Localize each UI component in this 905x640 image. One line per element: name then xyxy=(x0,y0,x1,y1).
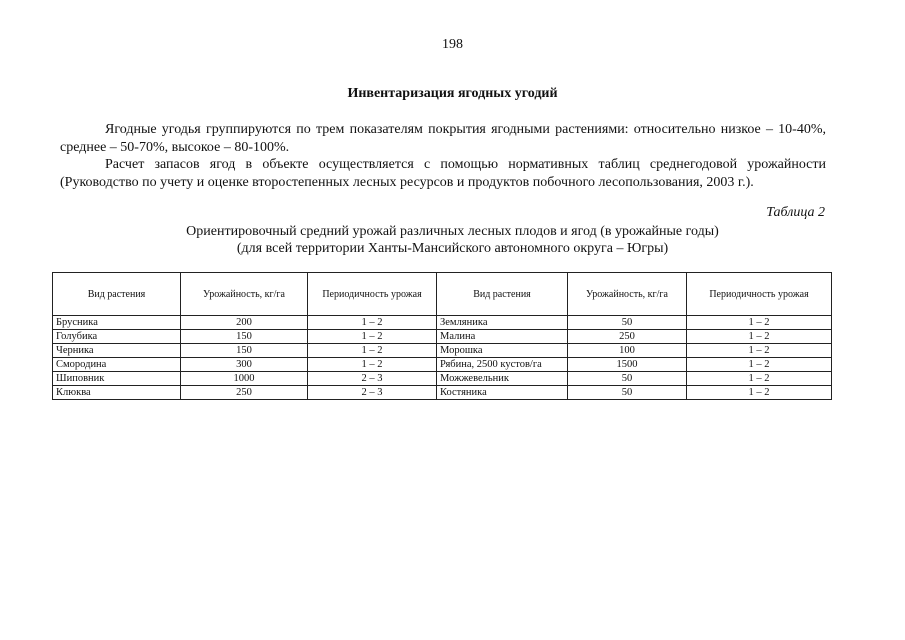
yield-value: 1000 xyxy=(181,372,308,386)
yield-table xyxy=(52,272,832,400)
plant-name: Шиповник xyxy=(53,372,181,386)
table-header-row xyxy=(53,273,832,316)
table-row xyxy=(53,330,832,344)
yield-value: 50 xyxy=(568,316,687,330)
header-periodicity-right: Периодичность урожая xyxy=(687,273,832,316)
yield-value: 300 xyxy=(181,358,308,372)
plant-name: Смородина xyxy=(53,358,181,372)
header-periodicity-left: Периодичность урожая xyxy=(308,273,437,316)
plant-name: Можжевельник xyxy=(437,372,568,386)
periodicity-value: 2 – 3 xyxy=(308,372,437,386)
plant-name: Рябина, 2500 кустов/га xyxy=(437,358,568,372)
periodicity-value: 1 – 2 xyxy=(687,316,832,330)
plant-name: Голубика xyxy=(53,330,181,344)
plant-name: Черника xyxy=(53,344,181,358)
periodicity-value: 1 – 2 xyxy=(687,386,832,400)
table-row xyxy=(53,358,832,372)
yield-value: 1500 xyxy=(568,358,687,372)
table-row xyxy=(53,386,832,400)
periodicity-value: 1 – 2 xyxy=(687,358,832,372)
yield-value: 50 xyxy=(568,372,687,386)
yield-value: 200 xyxy=(181,316,308,330)
table-caption-line-1: Ориентировочный средний урожай различных лесных плодов и ягод (в урожайные годы) xyxy=(186,224,719,239)
plant-name: Брусника xyxy=(53,316,181,330)
page-number: 198 xyxy=(442,37,463,52)
periodicity-value: 1 – 2 xyxy=(308,358,437,372)
header-plant-species-left: Вид растения xyxy=(53,273,181,316)
periodicity-value: 1 – 2 xyxy=(687,344,832,358)
table-caption-line-2: (для всей территории Ханты-Мансийского автономного округа – Югры) xyxy=(236,241,669,256)
yield-value: 50 xyxy=(568,386,687,400)
periodicity-value: 2 – 3 xyxy=(308,386,437,400)
yield-value: 150 xyxy=(181,330,308,344)
periodicity-value: 1 – 2 xyxy=(308,330,437,344)
periodicity-value: 1 – 2 xyxy=(308,316,437,330)
header-plant-species-right: Вид растения xyxy=(437,273,568,316)
paragraph-coverage: Ягодные угодья группируются по трем показателям покрытия ягодными растениями: относительно низкое – 10-40%, среднее – 50-70%, высокое – 80-100%. xyxy=(60,122,826,155)
yield-value: 100 xyxy=(568,344,687,358)
periodicity-value: 1 – 2 xyxy=(687,372,832,386)
table-row xyxy=(53,344,832,358)
section-heading: Инвентаризация ягодных угодий xyxy=(347,86,558,101)
table-row xyxy=(53,316,832,330)
yield-value: 250 xyxy=(181,386,308,400)
plant-name: Земляника xyxy=(437,316,568,330)
header-yield-left: Урожайность, кг/га xyxy=(181,273,308,316)
yield-value: 250 xyxy=(568,330,687,344)
plant-name: Клюква xyxy=(53,386,181,400)
table-row xyxy=(53,372,832,386)
table-label: Таблица 2 xyxy=(766,205,825,220)
header-yield-right: Урожайность, кг/га xyxy=(568,273,687,316)
periodicity-value: 1 – 2 xyxy=(687,330,832,344)
yield-value: 150 xyxy=(181,344,308,358)
periodicity-value: 1 – 2 xyxy=(308,344,437,358)
plant-name: Малина xyxy=(437,330,568,344)
plant-name: Костяника xyxy=(437,386,568,400)
paragraph-calculation: Расчет запасов ягод в объекте осуществляется с помощью нормативных таблиц среднегодовой урожайности (Руководство по учету и оценке второстепенных лесных ресурсов и продуктов побочного лесопользования, 2003 г.). xyxy=(60,157,826,190)
plant-name: Морошка xyxy=(437,344,568,358)
